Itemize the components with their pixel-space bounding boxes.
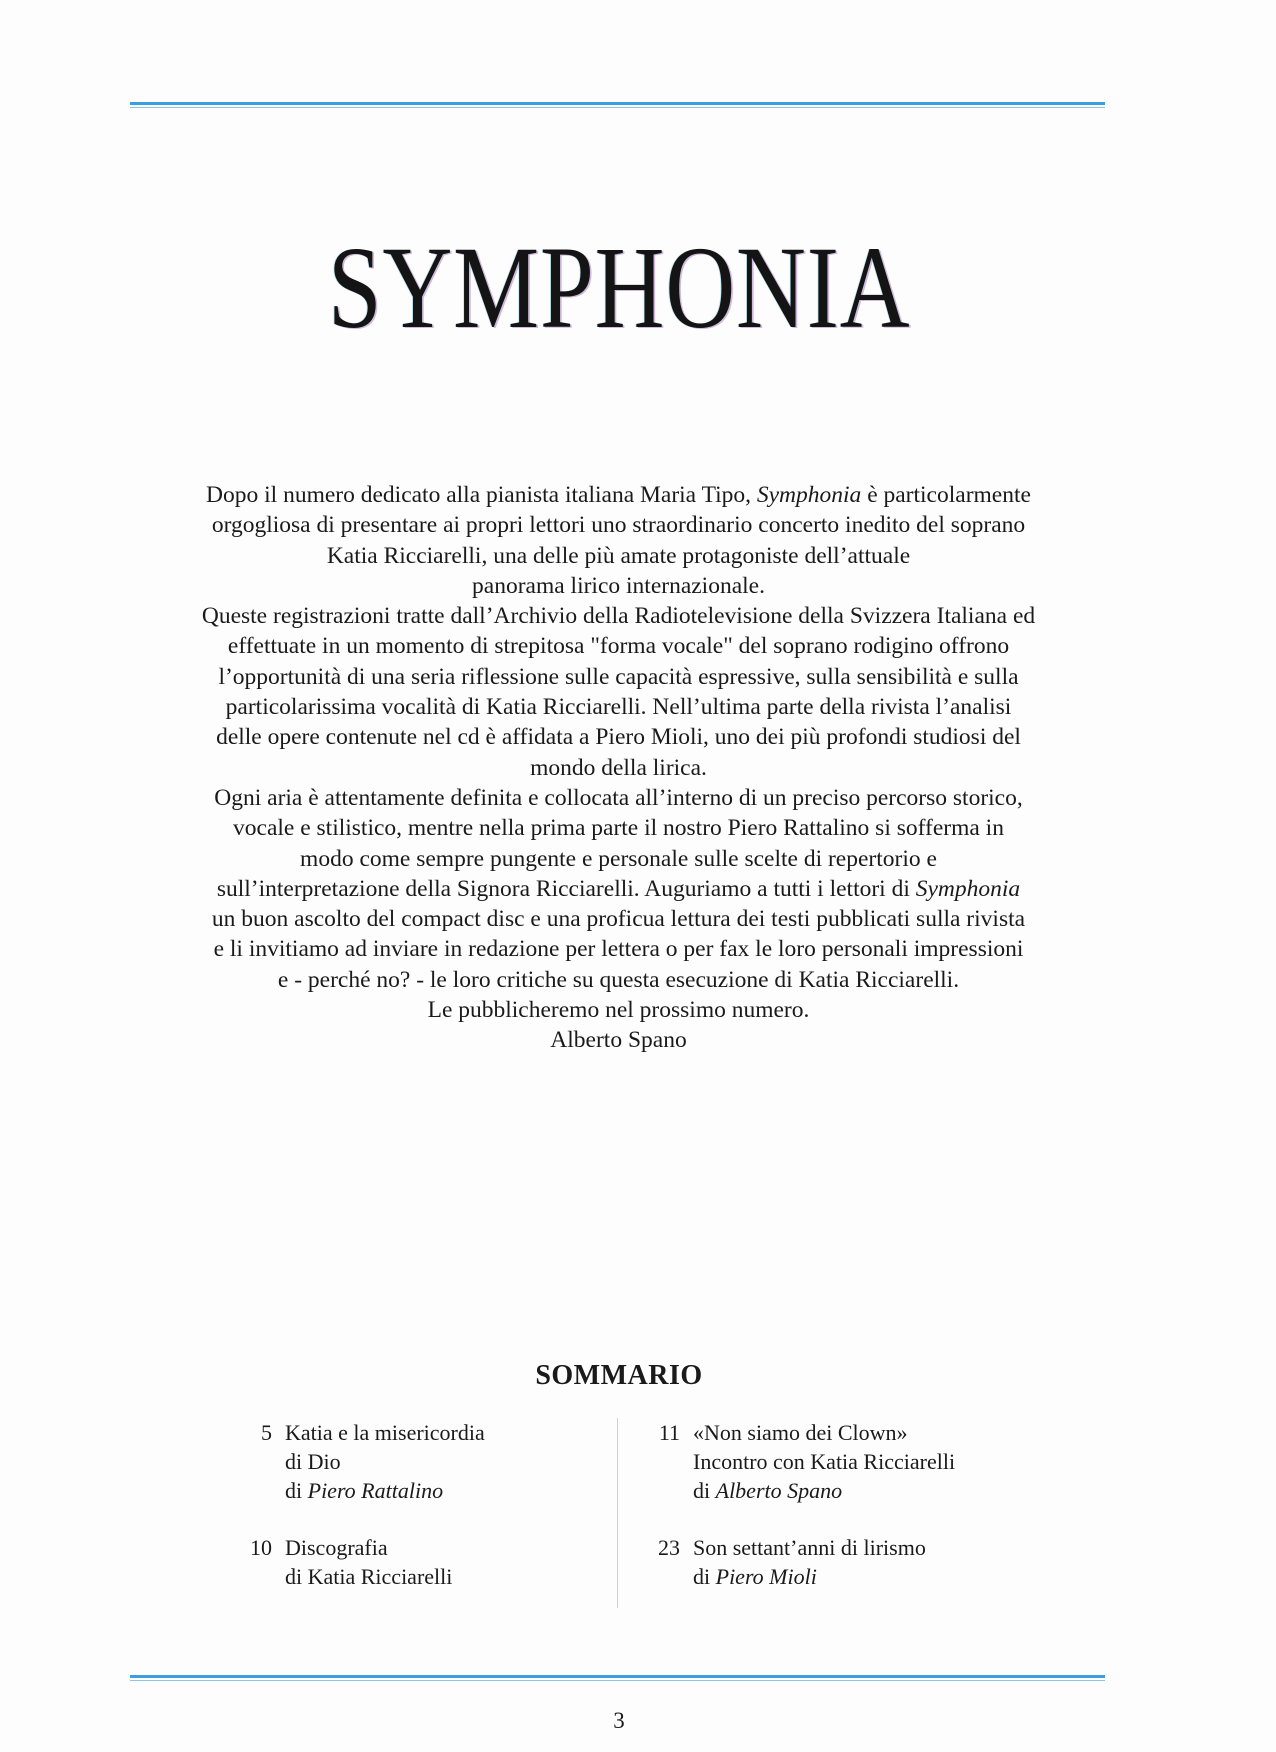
editorial-line: [120, 783, 1117, 813]
toc-author: Piero Rattalino: [307, 1478, 444, 1503]
toc-title-line: Son settant’anni di lirismo: [693, 1535, 926, 1560]
editorial-segment: l’opportunità di una seria riflessione sulle capacità espressive, sulla sensibilità e sulla: [218, 663, 1019, 690]
toc-byline: di Katia Ricciarelli: [285, 1564, 453, 1589]
editorial-segment: particolarissima vocalità di Katia Ricciarelli. Nell’ultima parte della rivista l’analisi: [225, 694, 1012, 721]
editorial-segment: Le pubblicheremo nel prossimo numero.: [427, 997, 810, 1024]
editorial-segment: panorama lirico internazionale.: [472, 572, 765, 599]
editorial-segment: Katia Ricciarelli, una delle più amate protagoniste dell’attuale: [326, 542, 911, 569]
editorial-line: [120, 1025, 1117, 1055]
toc-title-line: Incontro con Katia Ricciarelli: [693, 1449, 956, 1474]
toc-title-line: «Non siamo dei Clown»: [693, 1420, 908, 1445]
toc-divider: [617, 1418, 618, 1608]
editorial-line: [120, 601, 1117, 631]
editorial-segment: un buon ascolto del compact disc e una proficua lettura dei testi pubblicati sulla rivista: [211, 906, 1026, 933]
editorial-segment: e li invitiamo ad inviare in redazione per lettera o per fax le loro personali impressioni: [213, 936, 1024, 963]
editorial-segment: vocale e stilistico, mentre nella prima parte il nostro Piero Rattalino si sofferma in: [233, 815, 1004, 842]
page-number: 3: [613, 1708, 625, 1733]
editorial-line: [120, 692, 1117, 722]
editorial-segment: Alberto Spano: [550, 1027, 687, 1054]
top-rule: [130, 102, 1105, 108]
editorial-line: [120, 813, 1117, 843]
editorial-segment: è particolarmente: [861, 482, 1031, 508]
toc-byline: di Piero Mioli: [693, 1564, 817, 1589]
toc-title-line: Katia e la misericordia: [285, 1420, 485, 1445]
editorial-line: [120, 753, 1117, 783]
editorial-line: [120, 571, 1117, 601]
editorial-line: [120, 844, 1117, 874]
editorial-segment: delle opere contenute nel cd è affidata a Piero Mioli, uno dei più profondi studiosi del: [216, 724, 1021, 751]
toc-author: Alberto Spano: [715, 1478, 843, 1503]
editorial-line: [120, 510, 1117, 540]
toc-page-number: 10: [250, 1535, 272, 1560]
editorial-line: [120, 631, 1117, 661]
masthead-title: SYMPHONIA: [327, 222, 911, 353]
editorial-line: [120, 995, 1117, 1025]
editorial-segment: Queste registrazioni tratte dall’Archivio della Radiotelevisione della Svizzera Italiana ed: [201, 603, 1036, 630]
editorial-text: [120, 480, 1117, 1056]
editorial-segment: e - perché no? - le loro critiche su questa esecuzione di Katia Ricciarelli.: [277, 966, 960, 993]
editorial-segment: effettuate in un momento di strepitosa "forma vocale" del soprano rodigino offrono: [227, 633, 1010, 660]
magazine-name: Symphonia: [915, 875, 1021, 902]
toc-title-line: di Dio: [285, 1449, 341, 1474]
editorial-line: [120, 722, 1117, 752]
editorial-line: [120, 480, 1117, 510]
editorial-segment: orgogliosa di presentare ai propri lettori uno straordinario concerto inedito del soprano: [211, 512, 1026, 539]
toc-byline: di Piero Rattalino: [285, 1478, 444, 1503]
toc-page-number: 23: [658, 1535, 680, 1560]
editorial-line: [120, 904, 1117, 934]
magazine-name: Symphonia: [756, 482, 862, 508]
toc-byline: di Alberto Spano: [693, 1478, 843, 1503]
toc-page-number: 5: [261, 1420, 272, 1445]
toc-author: Piero Mioli: [715, 1564, 817, 1589]
sommario-title: SOMMARIO: [535, 1360, 703, 1391]
editorial-segment: mondo della lirica.: [530, 754, 707, 781]
editorial-line: [120, 662, 1117, 692]
editorial-line: [120, 541, 1117, 571]
editorial-segment: modo come sempre pungente e personale sulle scelte di repertorio e: [300, 845, 937, 872]
editorial-segment: Ogni aria è attentamente definita e collocata all’interno di un preciso percorso storico,: [214, 784, 1023, 811]
editorial-segment: Dopo il numero dedicato alla pianista italiana Maria Tipo,: [206, 482, 757, 508]
bottom-rule: [130, 1675, 1105, 1681]
toc-page-number: 11: [658, 1420, 680, 1445]
editorial-line: [120, 965, 1117, 995]
editorial-line: [120, 874, 1117, 904]
toc-title-line: Discografia: [285, 1535, 388, 1560]
editorial-line: [120, 934, 1117, 964]
editorial-segment: sull’interpretazione della Signora Ricciarelli. Auguriamo a tutti i lettori di: [216, 875, 916, 902]
